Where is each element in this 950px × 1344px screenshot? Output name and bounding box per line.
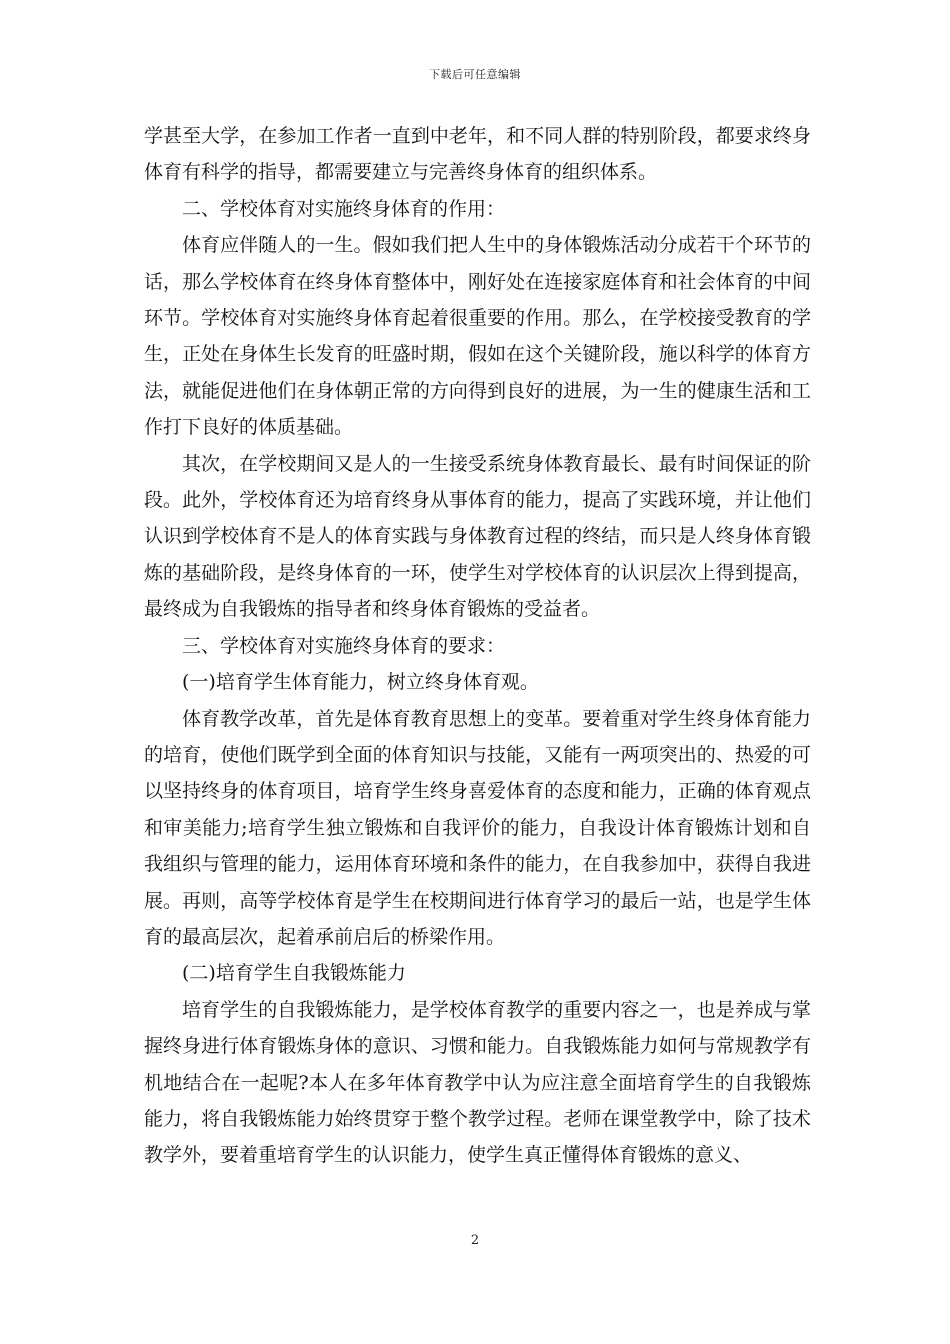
- paragraph-3: 体育应伴随人的一生。假如我们把人生中的身体锻炼活动分成若干个环节的话，那么学校体育在终身体育整体中，刚好处在连接家庭体育和社会体育的中间环节。学校体育对实施终身体育起着很重要的作用。那么，在学校接受教育的学生，正处在身体生长发育的旺盛时期，假如在这个关键阶段，施以科学的体育方法，就能促进他们在身体朝正常的方向得到良好的进展，为一生的健康生活和工作打下良好的体质基础。: [144, 234, 811, 439]
- page-header: 下载后可任意编辑: [429, 68, 521, 81]
- paragraph-7: 体育教学改革，首先是体育教育思想上的变革。要着重对学生终身体育能力的培育，使他们既学到全面的体育知识与技能，又能有一两项突出的、热爱的可以坚持终身的体育项目，培育学生终身喜爱体育的态度和能力，正确的体育观点和审美能力;培育学生独立锻炼和自我评价的能力，自我设计体育锻炼计划和自我组织与管理的能力，运用体育环境和条件的能力，在自我参加中，获得自我进展。再则，高等学校体育是学生在校期间进行体育学习的最后一站，也是学生体育的最高层次，起着承前启后的桥梁作用。: [144, 707, 811, 948]
- paragraph-1: 学甚至大学，在参加工作者一直到中老年，和不同人群的特别阶段，都要求终身体育有科学的指导，都需要建立与完善终身体育的组织体系。: [144, 125, 811, 184]
- paragraph-9: 培育学生的自我锻炼能力，是学校体育教学的重要内容之一，也是养成与掌握终身进行体育锻炼身体的意识、习惯和能力。自我锻炼能力如何与常规教学有机地结合在一起呢?本人在多年体育教学中认为应注意全面培育学生的自我锻炼能力，将自我锻炼能力始终贯穿于整个教学过程。老师在课堂教学中，除了技术教学外，要着重培育学生的认识能力，使学生真正懂得体育锻炼的意义、: [144, 998, 811, 1167]
- subheading-2: (二)培育学生自我锻炼能力: [182, 962, 406, 985]
- page-number: 2: [470, 1233, 480, 1248]
- subheading-1: (一)培育学生体育能力，树立终身体育观。: [182, 671, 539, 694]
- section-heading-3: 三、学校体育对实施终身体育的要求：: [182, 634, 506, 657]
- section-heading-2: 二、学校体育对实施终身体育的作用：: [182, 197, 506, 220]
- document-body: [144, 118, 811, 1174]
- paragraph-4: 其次，在学校期间又是人的一生接受系统身体教育最长、最有时间保证的阶段。此外，学校体育还为培育终身从事体育的能力，提高了实践环境，并让他们认识到学校体育不是人的体育实践与身体教育过程的终结，而只是人终身体育锻炼的基础阶段，是终身体育的一环，使学生对学校体育的认识层次上得到提高，最终成为自我锻炼的指导者和终身体育锻炼的受益者。: [144, 452, 811, 621]
